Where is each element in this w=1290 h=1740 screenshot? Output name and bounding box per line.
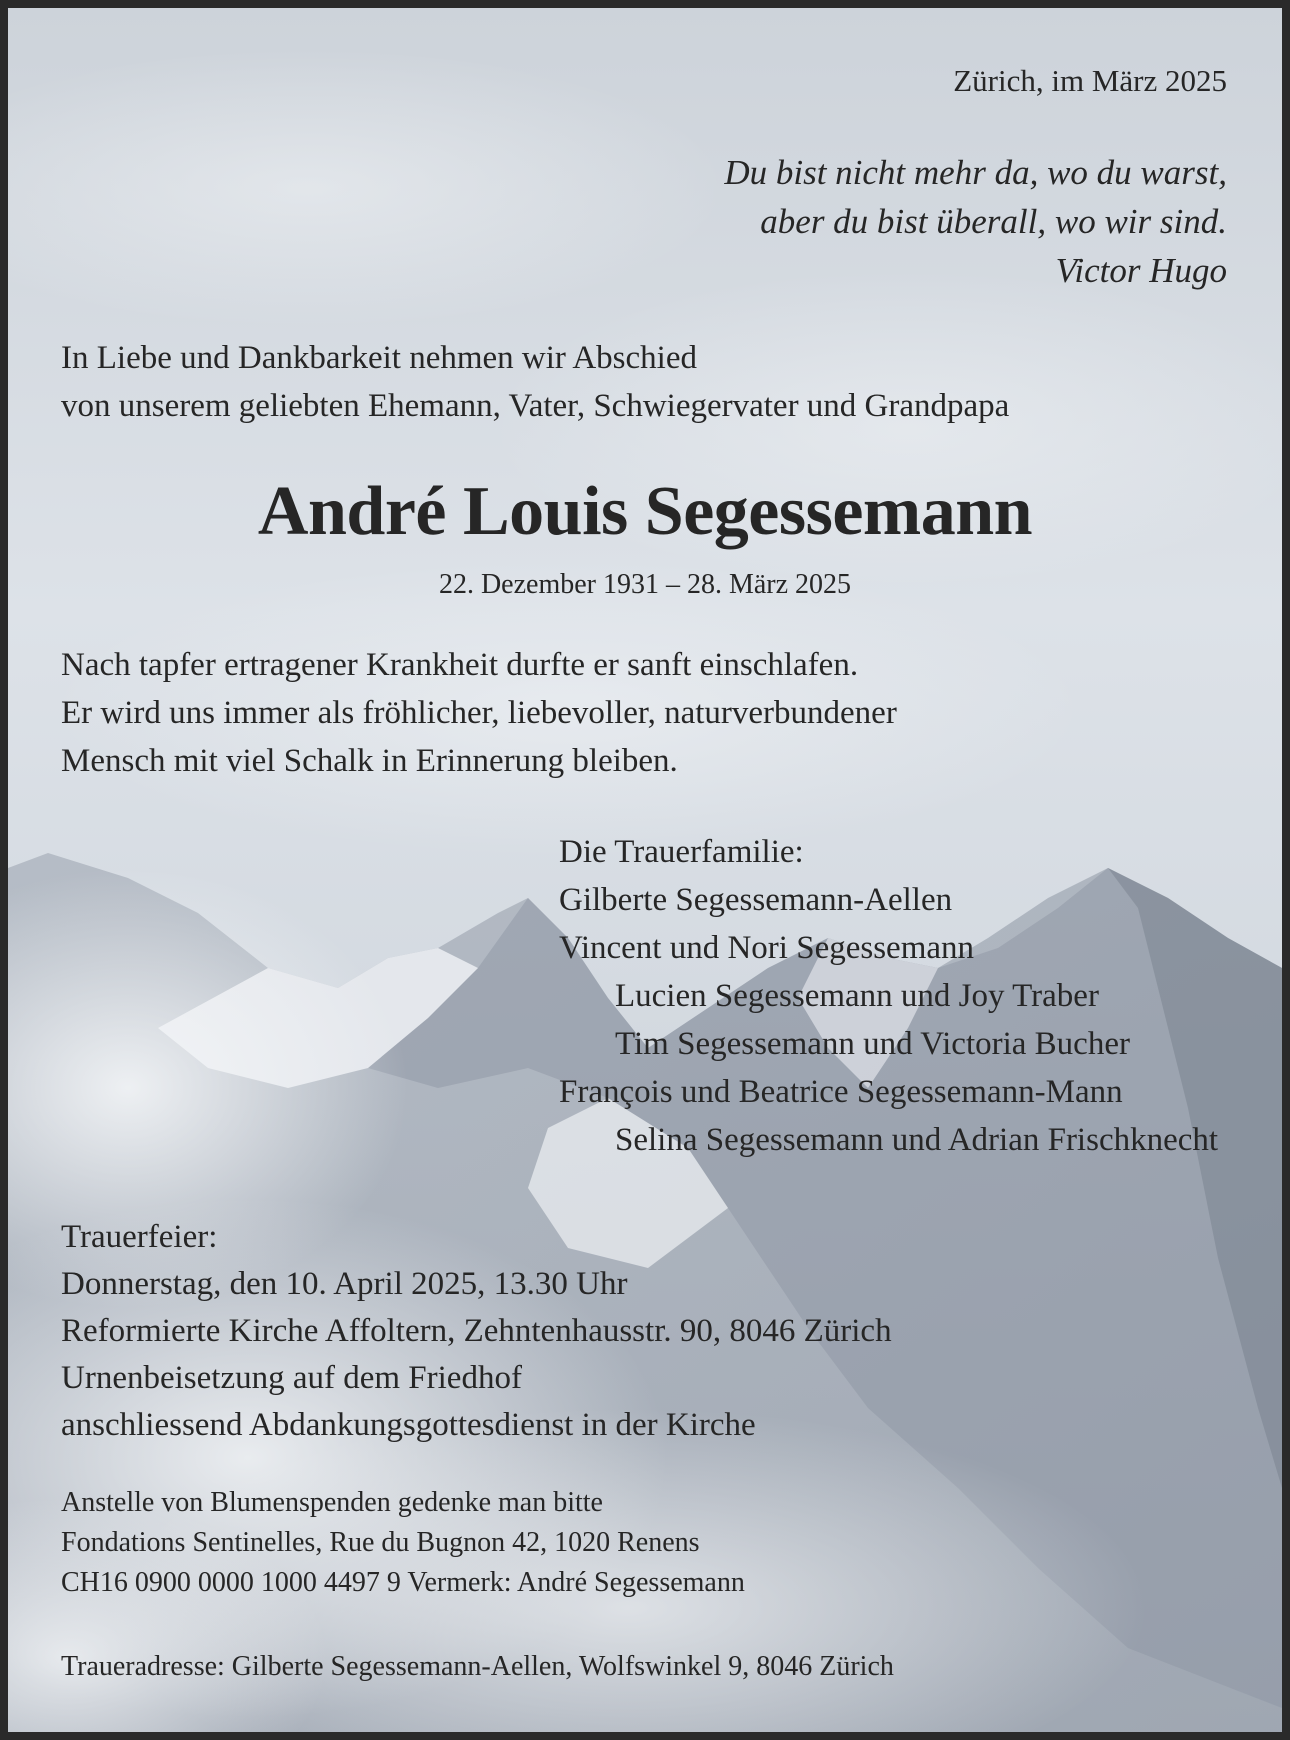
message-line: Mensch mit viel Schalk in Erinnerung bleiben. <box>61 743 678 779</box>
donation-info <box>61 1483 745 1603</box>
service-line: anschliessend Abdankungsgottesdienst in der Kirche <box>61 1407 756 1443</box>
donation-line: Anstelle von Blumenspenden gedenke man bitte <box>61 1487 603 1518</box>
lifespan-dates: 22. Dezember 1931 – 28. März 2025 <box>438 569 852 600</box>
message-line: Nach tapfer ertragener Krankheit durfte er sanft einschlafen. <box>61 647 859 683</box>
service-line: Donnerstag, den 10. April 2025, 13.30 Uhr <box>61 1266 628 1302</box>
family-member: Lucien Segessemann und Joy Traber <box>615 978 1099 1014</box>
service-line: Urnenbeisetzung auf dem Friedhof <box>61 1360 522 1396</box>
service-line: Reformierte Kirche Affoltern, Zehntenhausstr. 90, 8046 Zürich <box>61 1313 892 1349</box>
mourning-address: Traueradresse: Gilberte Segessemann-Aellen, Wolfswinkel 9, 8046 Zürich <box>61 1651 894 1682</box>
donation-line: CH16 0900 0000 1000 4497 9 Vermerk: André Segessemann <box>61 1567 745 1598</box>
intro-line: von unserem geliebten Ehemann, Vater, Schwiegervater und Grandpapa <box>61 388 1010 424</box>
dateline: Zürich, im März 2025 <box>953 63 1227 98</box>
family-member: Vincent und Nori Segessemann <box>559 930 975 966</box>
intro-text <box>61 334 1009 430</box>
quote-line: aber du bist überall, wo wir sind. <box>760 202 1227 241</box>
family-member: Gilberte Segessemann-Aellen <box>559 882 953 918</box>
funeral-service-info <box>61 1214 892 1449</box>
intro-line: In Liebe und Dankbarkeit nehmen wir Abschied <box>61 340 697 376</box>
memorial-message <box>61 641 897 785</box>
family-member: Tim Segessemann und Victoria Bucher <box>615 1026 1130 1062</box>
family-member: François und Beatrice Segessemann-Mann <box>559 1074 1123 1110</box>
message-line: Er wird uns immer als fröhlicher, liebevoller, naturverbundener <box>61 695 897 731</box>
epigraph-quote <box>724 148 1227 295</box>
quote-author: Victor Hugo <box>1055 251 1227 290</box>
family-list <box>559 828 1218 1164</box>
donation-line: Fondations Sentinelles, Rue du Bugnon 42, 1020 Renens <box>61 1527 700 1558</box>
family-member: Selina Segessemann und Adrian Frischknecht <box>615 1122 1219 1158</box>
service-heading: Trauerfeier: <box>61 1219 218 1255</box>
quote-line: Du bist nicht mehr da, wo du warst, <box>724 153 1227 192</box>
family-heading: Die Trauerfamilie: <box>559 834 804 870</box>
deceased-name: André Louis Segessemann <box>257 473 1033 550</box>
